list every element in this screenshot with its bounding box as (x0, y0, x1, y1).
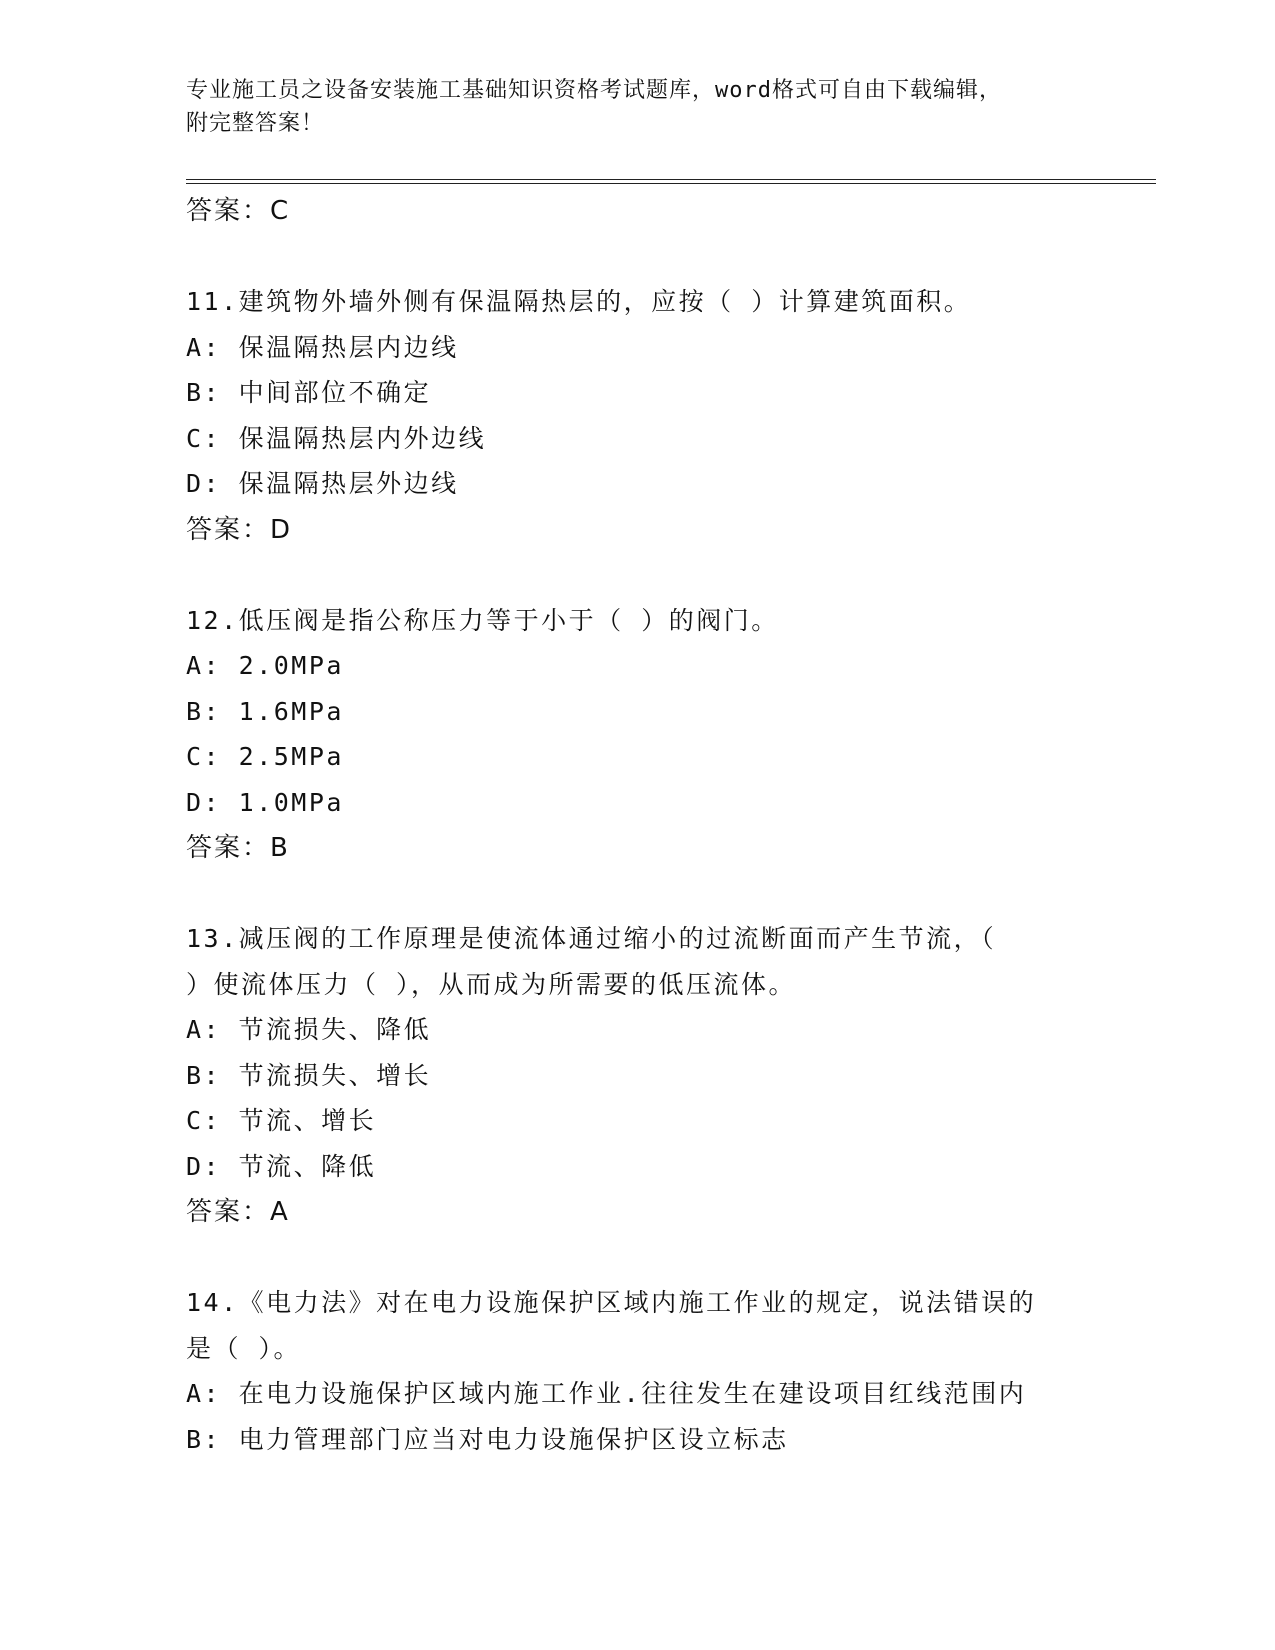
question-block (186, 916, 1156, 1235)
option-b: B: 1.6MPa (186, 696, 344, 726)
question-stem (186, 1280, 1156, 1371)
option-b: B: 节流损失、增长 (186, 1060, 432, 1090)
option-b: B: 电力管理部门应当对电力设施保护区设立标志 (186, 1424, 789, 1454)
spacer (186, 553, 1156, 598)
question-stem-line: 12.低压阀是指公称压力等于小于（ ）的阀门。 (186, 605, 779, 635)
question-stem-line: 11.建筑物外墙外侧有保温隔热层的，应按（ ）计算建筑面积。 (186, 287, 972, 316)
question-block (186, 279, 1156, 553)
spacer (186, 1235, 1156, 1280)
question-stem-line: 是（ ）。 (186, 1333, 302, 1363)
question-stem (186, 598, 1156, 644)
header-line-1: 专业施工员之设备安装施工基础知识资格考试题库，word格式可自由下载编辑， (186, 78, 1002, 103)
spacer (186, 234, 1156, 279)
option-b: B: 中间部位不确定 (186, 378, 432, 407)
option-c: C: 节流、增长 (186, 1106, 377, 1135)
option-a: A: 保温隔热层内边线 (186, 332, 459, 362)
question-stem-line: ）使流体压力（ ），从而成为所需要的低压流体。 (186, 969, 797, 999)
option-c: C: 保温隔热层内外边线 (186, 423, 487, 453)
question-stem (186, 279, 1156, 325)
question-stem-line: 13.减压阀的工作原理是使流体通过缩小的过流断面而产生节流，（ (186, 924, 997, 953)
option-a: A: 在电力设施保护区域内施工作业.往往发生在建设项目红线范围内 (186, 1379, 1027, 1408)
spacer (186, 871, 1156, 916)
page-header (186, 74, 1086, 140)
option-d: D: 节流、降低 (186, 1151, 377, 1181)
option-d: D: 1.0MPa (186, 787, 344, 817)
header-divider (186, 179, 1156, 184)
option-a: A: 节流损失、降低 (186, 1015, 432, 1044)
option-c: C: 2.5MPa (186, 742, 344, 771)
answer: 答案：A (186, 1197, 290, 1227)
question-block (186, 1280, 1156, 1462)
question-stem-line: 14.《电力法》对在电力设施保护区域内施工作业的规定，说法错误的 (186, 1288, 1037, 1317)
question-list (186, 188, 1156, 1462)
option-a: A: 2.0MPa (186, 651, 344, 680)
answer-previous: 答案：C (186, 196, 291, 226)
answer: 答案：D (186, 514, 293, 545)
question-stem (186, 916, 1156, 1007)
option-d: D: 保温隔热层外边线 (186, 469, 459, 498)
question-block (186, 598, 1156, 872)
header-line-2: 附完整答案！ (186, 111, 325, 136)
answer: 答案：B (186, 833, 290, 863)
